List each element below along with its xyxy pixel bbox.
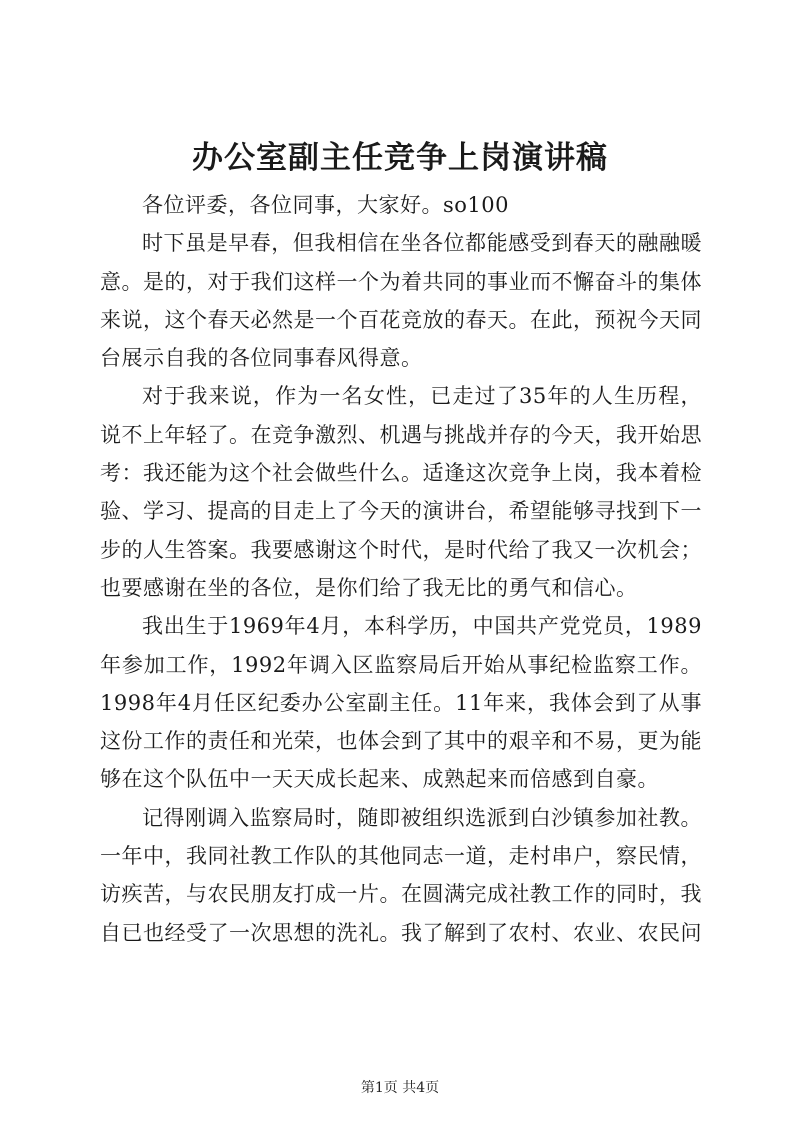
paragraph: 记得刚调入监察局时，随即被组织选派到白沙镇参加社教。一年中，我同社教工作队的其他同志一道，走村串户，察民情，访疾苦，与农民朋友打成一片。在圆满完成社教工作的同时，我自已也经受了一次思想的洗礼。我了解到了农村、农业、农民问 (100, 805, 702, 945)
paragraph: 我出生于1969年4月，本科学历，中国共产党党员，1989年参加工作，1992年调入区监察局后开始从事纪检监察工作。1998年4月任区纪委办公室副主任。11年来，我体会到了从事这份工作的责任和光荣，也体会到了其中的艰辛和不易，更为能够在这个队伍中一天天成长起来、成熟起来而倍感到自豪。 (100, 614, 702, 792)
page-indicator: 第1页 共4页 (360, 1080, 440, 1096)
page-footer (0, 1078, 800, 1098)
document-title: 办公室副主任竞争上岗演讲稿 (192, 140, 608, 176)
document-body (100, 186, 702, 952)
paragraph: 对于我来说，作为一名女性，已走过了35年的人生历程，说不上年轻了。在竞争激烈、机遇与挑战并存的今天，我开始思考：我还能为这个社会做些什么。适逢这次竞争上岗，我本着检验、学习、提高的目走上了今天的演讲台，希望能够寻找到下一步的人生答案。我要感谢这个时代，是时代给了我又一次机会；也要感谢在坐的各位，是你们给了我无比的勇气和信心。 (100, 384, 702, 600)
paragraph-greeting: 各位评委，各位同事，大家好。so100 (142, 193, 510, 217)
paragraph: 时下虽是早春，但我相信在坐各位都能感受到春天的融融暖意。是的，对于我们这样一个为着共同的事业而不懈奋斗的集体来说，这个春天必然是一个百花竞放的春天。在此，预祝今天同台展示自我的各位同事春风得意。 (100, 231, 702, 371)
